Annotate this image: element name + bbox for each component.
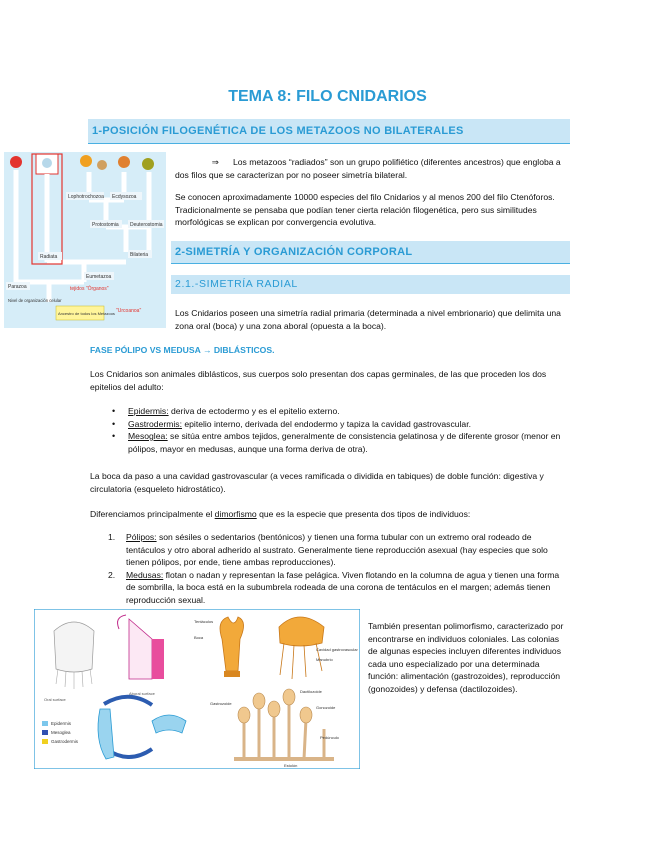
manubrium-label: Manubrio bbox=[316, 657, 333, 662]
cavity-paragraph: La boca da paso a una cavidad gastrovascular (a veces ramificada o dividida en tabiques) de doble función: digestiva y circulatoria (esqueleto hidrostático). bbox=[90, 471, 544, 494]
list-item: 1. Pólipos: son sésiles o sedentarios (bentónicos) y tienen una forma tubular con un extremo oral rodeado de tentáculos y otro aboral adherido al sustrato. Generalmente tiene reproducción asexual (hay especies que solo tienen pólipos, por ende, tiene ambas reproducciones). bbox=[108, 532, 548, 567]
ancestor-label: Ancestro de todos los Metazoos bbox=[58, 311, 115, 316]
intro-paragraph: ⇒ Los metazoos “radiados” son un grupo polifiético (diferentes ancestros) que engloba a dos filos que se caracterizan por no poseer simetría bilateral. bbox=[175, 157, 561, 180]
tentacles-label: Tentáculos bbox=[194, 619, 214, 624]
cnidarian-forms-figure bbox=[34, 609, 360, 769]
page-title: TEMA 8: FILO CNIDARIOS bbox=[228, 88, 427, 105]
dactylozooid-label: Dactilozoide bbox=[300, 689, 322, 694]
phylogeny-figure bbox=[4, 152, 166, 328]
stolon-label: Estolón bbox=[284, 763, 298, 768]
list-item: • Epidermis: deriva de ectodermo y es el epitelio externo. bbox=[104, 405, 566, 418]
list-item: • Gastrodermis: epitelio interno, derivada del endodermo y tapiza la cavidad gastrovascular. bbox=[104, 418, 566, 431]
forms-list bbox=[104, 531, 566, 606]
deuterostomia-label: Deuterostomia bbox=[130, 222, 163, 228]
section-2-heading: 2-SIMETRÍA Y ORGANIZACIÓN CORPORAL bbox=[171, 241, 570, 264]
organization-label: Nivel de organización celular bbox=[8, 298, 62, 303]
section-1-heading: 1-POSICIÓN FILOGENÉTICA DE LOS METAZOOS NO BILATERALES bbox=[88, 119, 570, 144]
layers-list bbox=[104, 405, 566, 455]
mesoglea-swatch bbox=[42, 730, 48, 735]
bilateria-label: Bilateria bbox=[130, 252, 149, 258]
arrow-icon: ⇒ bbox=[211, 157, 219, 167]
parazoa-label: Parazoa bbox=[8, 284, 27, 290]
epidermis-swatch bbox=[42, 721, 48, 726]
worm-icon bbox=[80, 155, 92, 167]
mouth-label: Boca bbox=[194, 635, 204, 640]
eumetazoa-label: Eumetazoa bbox=[86, 274, 112, 280]
dimorphism-paragraph: Diferenciamos principalmente el dimorfismo que es la especie que presenta dos tipos de individuos: bbox=[90, 509, 471, 519]
list-item: • Mesoglea: se sitúa entre ambos tejidos, generalmente de consistencia gelatinosa y de diferente grosor (menor en pólipos, mayor en medusas, aunque una forma deriva de otra). bbox=[104, 430, 566, 455]
list-item: 2. Medusas: flotan o nadan y representan la fase pelágica. Viven flotando en la columna de agua y tienen una forma de sombrilla, la boca está en la subumbrela rodeada de una corona de tentáculos en el margen; además tienen reproducción sexual. bbox=[108, 569, 560, 605]
oral-label: Oral surface bbox=[44, 697, 66, 702]
protostomia-label: Protostomia bbox=[92, 222, 119, 228]
section-1-text bbox=[175, 156, 570, 229]
species-paragraph: Se conocen aproximadamente 10000 especies del filo Cnidarios y al menos 200 del filo Ctenóforos. Tradicionalmente se pensaba que podían tener cierta relación filogenética, pero sus similitudes morfológicas se explican por convergencia evolutiva. bbox=[175, 192, 555, 227]
ecdysozoa-label: Ecdysozoa bbox=[112, 194, 137, 200]
diblastic-paragraph: Los Cnidarios son animales diblásticos, sus cuerpos solo presentan dos capas germinales, de las que proceden los dos epitelios del adulto: bbox=[90, 369, 547, 392]
epidermis-label: Epidermis bbox=[51, 721, 72, 726]
polymorphism-paragraph: También presentan polimorfismo, caracterizado por encontrarse en individuos coloniales. Las colonias de algunas especies incluyen diferentes individuos cada uno especializado por una determinada función: alimentación (gastrozoides), reproducción (gonozoides) y defensa (dactilozoides). bbox=[368, 621, 564, 694]
phase-heading: FASE PÓLIPO VS MEDUSA → DIBLÁSTICOS. bbox=[90, 345, 275, 355]
gastrozooid-label: Gastrozoide bbox=[210, 701, 232, 706]
jellyfish-icon bbox=[42, 158, 52, 168]
tissues-label: tejidos "Órganos" bbox=[70, 286, 109, 292]
radiata-label: Radiata bbox=[40, 254, 58, 260]
mesoglea-label: Mesoglea bbox=[51, 730, 71, 735]
peduncle-label: Pedúnculo bbox=[320, 735, 339, 740]
aboral-label: Aboral surface bbox=[129, 691, 155, 696]
sponge-icon bbox=[10, 156, 22, 168]
urcoanoa-label: "Urcoanoa" bbox=[116, 308, 142, 314]
cavity-label: Cavidad gastrovascular bbox=[316, 647, 358, 652]
symmetry-paragraph: Los Cnidarios poseen una simetría radial primaria (determinada a nivel embrionario) que delimita una zona oral (boca) y una zona aboral (opuesta a la boca). bbox=[175, 308, 561, 331]
crab-icon bbox=[118, 156, 130, 168]
gastrodermis-swatch bbox=[42, 739, 48, 744]
gastrodermis-label: Gastrodermis bbox=[51, 739, 79, 744]
subsection-heading: 2.1.-SIMETRÍA RADIAL bbox=[171, 275, 570, 294]
lophotrochozoa-label: Lophotrochozoa bbox=[68, 194, 104, 200]
starfish-icon bbox=[142, 158, 154, 170]
gonozooid-label: Gonozoide bbox=[316, 705, 336, 710]
